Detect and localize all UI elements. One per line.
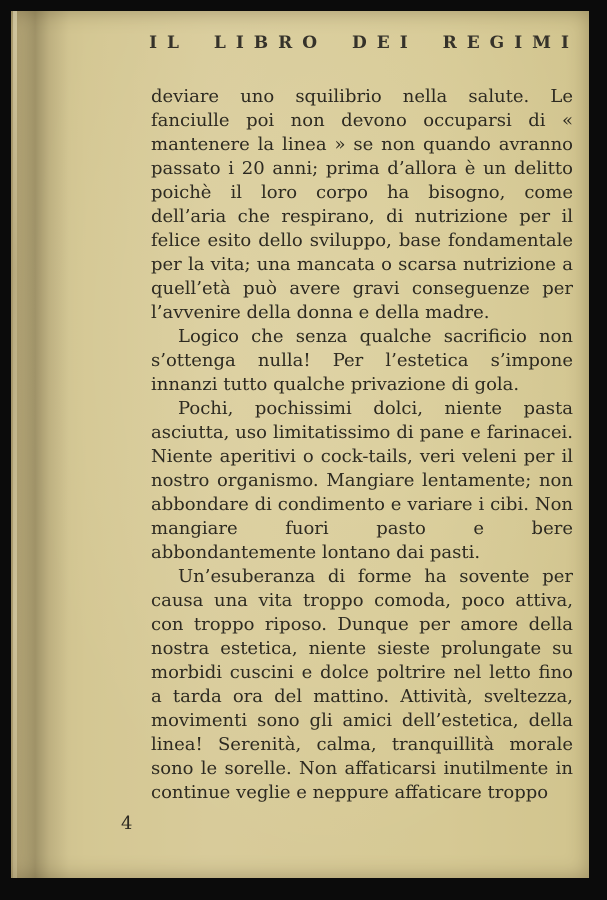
text-block [151, 85, 573, 805]
running-header: IL LIBRO DEI REGIMI [149, 33, 579, 53]
paper-edge-highlight [13, 11, 17, 878]
book-page [11, 11, 589, 878]
paragraph: Logico che senza qualche sacrificio non s’ottenga nulla! Per l’estetica s’impone innanzi tutto qualche privazione di gola. [151, 326, 573, 395]
paragraph: Un’esuberanza di forme ha sovente per causa una vita troppo comoda, poco attiva, con troppo riposo. Dunque per amore della nostra estetica, niente sieste prolungate su morbidi cuscini e dolce poltrire nel letto fino a tarda ora del mattino. Attività, sveltezza, movimenti sono gli amici dell’estetica, della linea! Serenità, calma, tranquillità morale sono le sorelle. Non affaticarsi inutilmente in continue veglie e neppure affaticare troppo [151, 566, 573, 803]
paragraph: Pochi, pochissimi dolci, niente pasta asciutta, uso limitatissimo di pane e farinacei. Niente aperitivi o cock-tails, veri veleni per il nostro organismo. Mangiare lentamente; non abbondare di condimento e variare i cibi. Non mangiare fuori pasto e bere abbondantemente lontano dai pasti. [151, 398, 573, 563]
paragraph-continuation: deviare uno squilibrio nella salute. Le fanciulle poi non devono occuparsi di « mantenere la linea » se non quando avranno passato i 20 anni; prima d’allora è un delitto poichè il loro corpo ha bisogno, come dell’aria che respirano, di nutrizione per il felice esito dello sviluppo, base fondamentale per la vita; una mancata o scarsa nutrizione a quell’età può avere gravi conseguenze per l’avvenire della donna e della madre. [151, 86, 573, 323]
page-number: 4 [121, 813, 133, 834]
binding-shadow [17, 11, 69, 878]
